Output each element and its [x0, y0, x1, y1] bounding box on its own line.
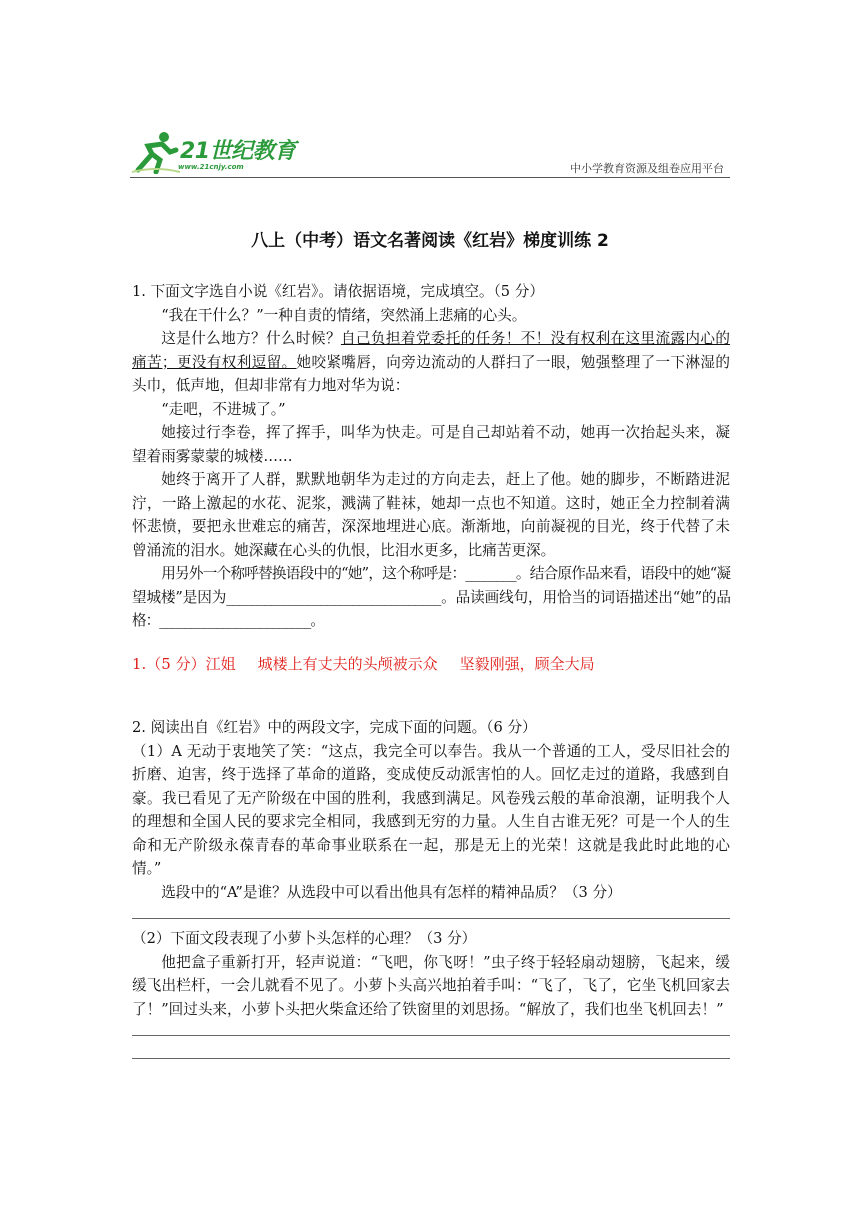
q1-paragraph-2	[132, 327, 730, 398]
page-title: 八上（中考）语文名著阅读《红岩》梯度训练 2	[251, 231, 609, 251]
answer-line[interactable]	[132, 1021, 730, 1036]
q1-paragraph-1: “我在干什么？”一种自责的情绪，突然涌上悲痛的心头。	[161, 306, 527, 324]
q2-sub-question-1: 选段中的“A”是谁？从选段中可以看出他具有怎样的精神品质？（3 分）	[161, 883, 622, 901]
q1-fill-blanks: 用另外一个称呼替换语段中的“她”，这个称呼是：________。结合原作品来看，语段中的她“凝望城楼”是因为__________________________________。品读画线句，用恰当的词语描述出“她”的品格：________________________。	[132, 565, 730, 629]
answer-line[interactable]	[132, 1044, 730, 1059]
q1-p2-tail: 她咬紧嘴唇，向旁边流动的人群扫了一眼，勉强整理了一下淋湿的头巾，低声地，但却非常有力地对华为说：	[132, 353, 730, 394]
platform-tagline: 中小学教育资源及组卷应用平台	[570, 162, 724, 175]
page-header	[130, 130, 730, 178]
answer-line[interactable]	[132, 904, 730, 919]
document-body	[132, 280, 730, 1067]
q2-passage-1: （1）A 无动于衷地笑了笑：“这点，我完全可以奉告。我从一个普通的工人，受尽旧社会的折磨、迫害，终于选择了革命的道路，变成使反动派害怕的人。回忆走过的道路，我感到自豪。我已看见了无产阶级在中国的胜利，我感到满足。风卷残云般的革命浪潮，证明我个人的理想和全国人民的要求完全相同，我感到无穷的力量。人生自古谁无死？可是一个人的生命和无产阶级永葆青春的革命事业联系在一起，那是无上的光荣！这就是我此时此地的心情。”	[132, 742, 730, 877]
question-1-stem: 1. 下面文字选自小说《红岩》。请依据语境，完成填空。（5 分）	[132, 283, 544, 300]
question-2-stem: 2. 阅读出自《红岩》中的两段文字，完成下面的问题。（6 分）	[132, 719, 537, 736]
q1-paragraph-4: 她接过行李卷，挥了挥手，叫华为快走。可是自己却站着不动，她再一次抬起头来，凝望着雨雾蒙蒙的城楼……	[132, 424, 730, 465]
logo-url: www.21cnjy.com	[178, 163, 244, 171]
logo-text: 21世纪教育	[180, 139, 296, 164]
answer-3: 坚毅刚强，顾全大局	[459, 654, 595, 673]
logo	[130, 130, 330, 178]
runner-logo-icon	[130, 130, 182, 174]
header-divider	[130, 177, 730, 178]
answer-1: 1.（5 分）江姐	[132, 654, 236, 673]
underlined-sentence: 自己负担着党委托的任务！不！没有权利在这里流露内心的痛苦；更没有权利逗留。	[132, 330, 730, 371]
q1-paragraph-3: “走吧，不进城了。”	[161, 400, 286, 418]
answer-2: 城楼上有丈夫的头颅被示众	[257, 654, 438, 673]
q1-p2-lead: 这是什么地方？什么时候？	[161, 330, 341, 347]
q1-answer	[132, 653, 730, 677]
q2-sub-question-2: （2）下面文段表现了小萝卜头怎样的心理？（3 分）	[132, 930, 477, 947]
q2-passage-2: 他把盒子重新打开，轻声说道：“飞吧，你飞呀！”虫子终于轻轻扇动翅膀，飞起来，缓缓飞出栏杆，一会儿就看不见了。小萝卜头高兴地拍着手叫：“飞了，飞了，它坐飞机回家去了！”回过头来，小萝卜头把火柴盒还给了铁窗里的刘思扬。“解放了，我们也坐飞机回去！”	[132, 953, 730, 1018]
q1-paragraph-5: 她终于离开了人群，默默地朝华为走过的方向走去，赶上了他。她的脚步，不断踏进泥泞，一路上激起的水花、泥浆，溅满了鞋袜，她却一点也不知道。这时，她正全力控制着满怀悲愤，要把永世难忘的痛苦，深深地埋进心底。渐渐地，向前凝视的目光，终于代替了未曾涌流的泪水。她深藏在心头的仇恨，比泪水更多，比痛苦更深。	[132, 471, 730, 559]
